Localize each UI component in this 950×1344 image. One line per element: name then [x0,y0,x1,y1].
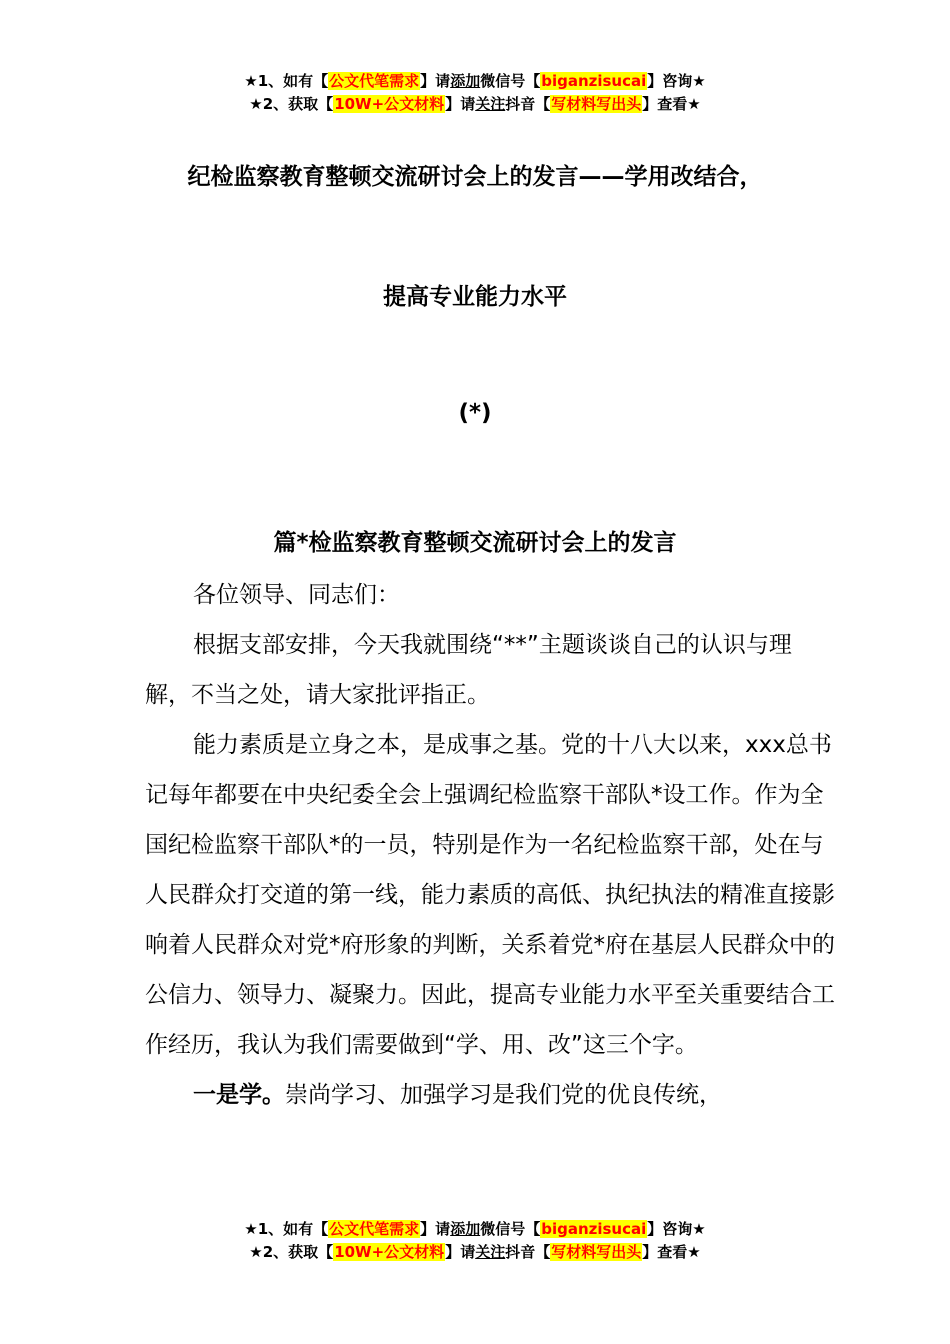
section-title: 篇*检监察教育整顿交流研讨会上的发言 [273,530,677,556]
banner-highlight: biganzisucai [541,72,647,90]
banner-text: ★1、如有【 [244,72,329,90]
banner-text: 微信号【 [480,72,541,90]
paragraph-3 [145,1070,835,1120]
banner-underline: 添加 [450,1220,481,1238]
banner-text: 】请 [445,95,476,113]
banner-text: 】查看★ [642,95,701,113]
banner-text: 】咨询★ [647,72,706,90]
banner-highlight: 公文代笔需求 [329,1220,420,1238]
banner-text: 】请 [420,1220,451,1238]
banner-highlight: 公文代笔需求 [329,72,420,90]
paragraph-text: 崇尚学习、加强学习是我们党的优良传统， [285,1082,722,1108]
banner-underline: 添加 [450,72,481,90]
banner-text: 】请 [445,1243,476,1261]
bottom-banner [0,1218,950,1264]
banner-line-1 [0,1218,950,1241]
banner-text: ★2、获取【 [249,95,334,113]
banner-text: 微信号【 [480,1220,541,1238]
banner-text: 抖音【 [505,1243,551,1261]
greeting: 各位领导、同志们： [193,582,400,608]
doc-title-marker: (*) [458,400,492,426]
banner-line-1 [0,70,950,93]
banner-text: 】咨询★ [647,1220,706,1238]
banner-highlight: 10W+公文材料 [334,95,445,113]
document-body [145,570,835,1120]
banner-highlight: 10W+公文材料 [334,1243,445,1261]
banner-highlight: 写材料写出头 [551,1243,642,1261]
banner-text: ★1、如有【 [244,1220,329,1238]
banner-text: ★2、获取【 [249,1243,334,1261]
banner-underline: 关注 [475,95,506,113]
banner-text: 】查看★ [642,1243,701,1261]
doc-title-line-1: 纪检监察教育整顿交流研讨会上的发言——学用改结合， [187,164,763,190]
paragraph-2: 能力素质是立身之本，是成事之基。党的十八大以来，xxx总书记每年都要在中央纪委全会上强调纪检监察干部队*设工作。作为全国纪检监察干部队*的一员，特别是作为一名纪检监察干部，处在与人民群众打交道的第一线，能力素质的高低、执纪执法的精准直接影响着人民群众对党*府形象的判断，关系着党*府在基层人民群众中的公信力、领导力、凝聚力。因此，提高专业能力水平至关重要结合工作经历，我认为我们需要做到“学、用、改”这三个字。 [145,732,835,1058]
banner-highlight: biganzisucai [541,1220,647,1238]
banner-line-2 [0,93,950,116]
banner-text: 抖音【 [505,95,551,113]
banner-highlight: 写材料写出头 [551,95,642,113]
banner-text: 】请 [420,72,451,90]
top-banner [0,70,950,116]
banner-underline: 关注 [475,1243,506,1261]
banner-line-2 [0,1241,950,1264]
paragraph-lead: 一是学。 [193,1082,285,1108]
paragraph-1: 根据支部安排，今天我就围绕“**”主题谈谈自己的认识与理解，不当之处，请大家批评指正。 [145,632,792,708]
doc-title-line-2: 提高专业能力水平 [383,284,567,310]
